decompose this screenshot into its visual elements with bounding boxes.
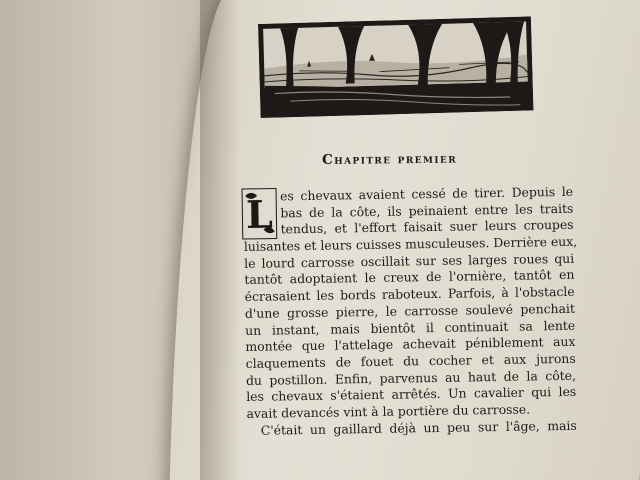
chapter-title: Chapitre premier <box>322 150 458 168</box>
text-line-11: claquements de fouet du cocher et aux jurons <box>245 350 576 371</box>
drop-cap-letter: L <box>245 191 274 237</box>
text-line-3: tendus, et l'effort faisait suer leurs croupes <box>280 217 574 237</box>
text-line-4: luisantes et leurs cuisses musculeuses. Derrière eux, <box>243 233 578 255</box>
text-line-15: C'était un gaillard déjà un peu sur l'âge, mais <box>260 417 577 438</box>
text-line-8: d'une grosse pierre, le carrosse soulevé penchait <box>244 300 576 321</box>
text-line-12: du postillon. Enfin, parvenus au haut de la côte, <box>245 367 577 388</box>
text-line-7: écrasaient les bords raboteux. Parfois, à l'obstacle <box>244 283 575 305</box>
text-line-13: les chevaux s'étaient arrêtés. Un cavalier qui les <box>246 384 577 405</box>
text-line-6: tantôt adoptaient le creux de l'ornière, tantôt en <box>244 267 575 288</box>
text-line-9: un instant, mais bientôt il continuait sa lente <box>245 317 576 338</box>
text-line-1: es chevaux avaient cessé de tirer. Depuis le <box>279 183 574 204</box>
text-line-14: avait devancés vint à la portière du carrosse. <box>246 401 531 421</box>
text-line-2: bas de la côte, ils peinaient entre les traits <box>280 200 574 221</box>
ornamental-drop-cap <box>241 187 278 240</box>
woodcut-illustration <box>258 16 534 118</box>
body-text <box>243 184 577 439</box>
text-line-5: le lourd carrosse oscillait sur ses larges roues qui <box>244 250 575 271</box>
text-line-10: montée que l'attelage achevait péniblement aux <box>245 333 576 355</box>
book-gutter <box>200 0 240 480</box>
